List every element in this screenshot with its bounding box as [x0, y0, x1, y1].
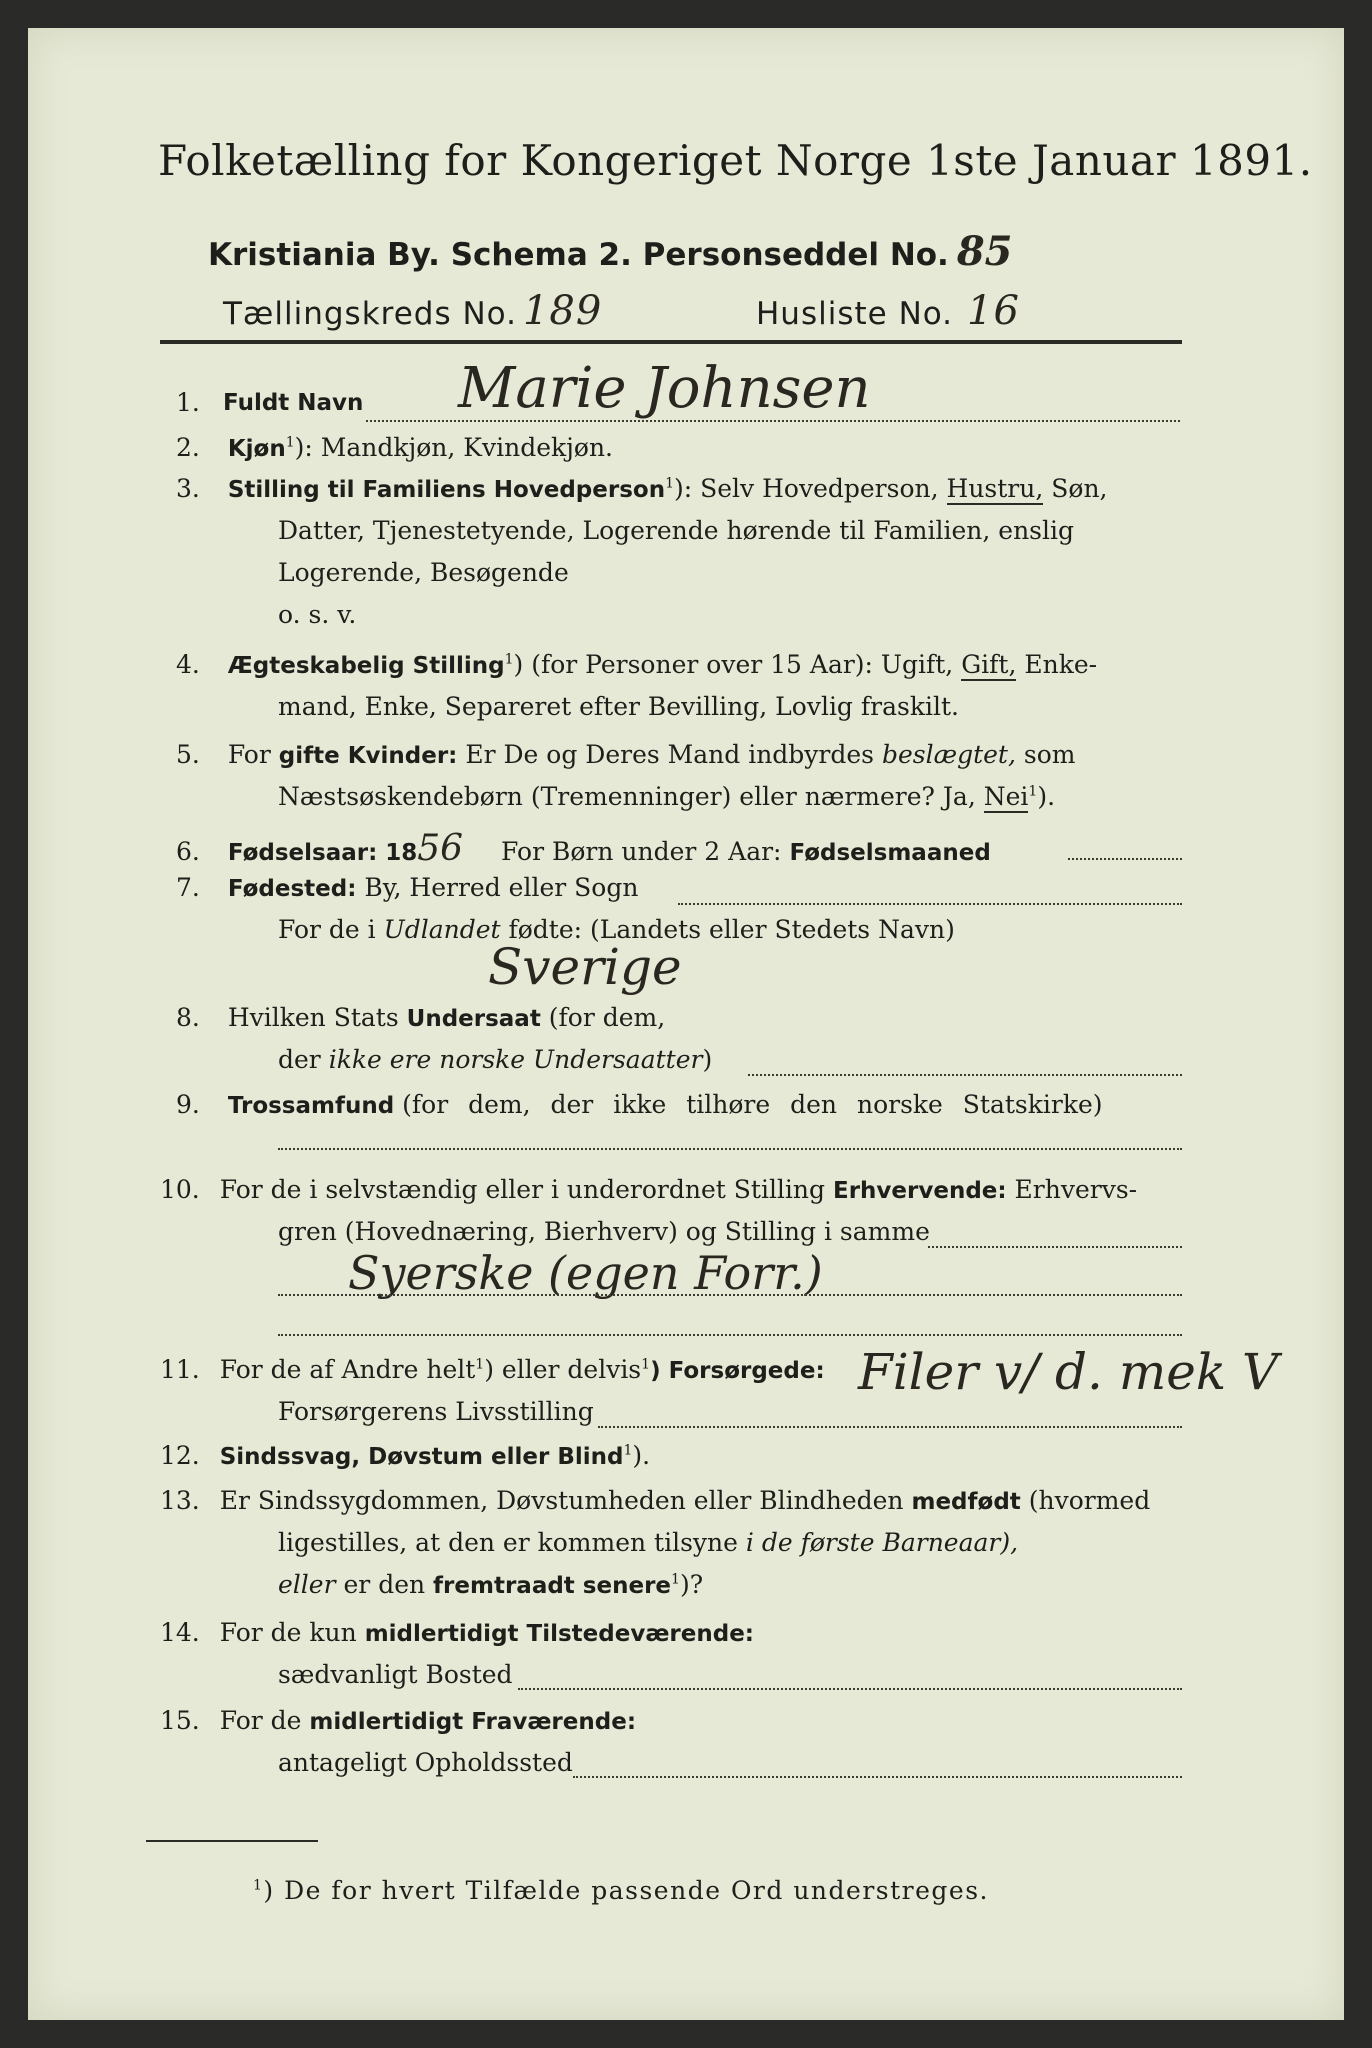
field-5-italic: beslægtet, — [881, 740, 1016, 769]
header-rule — [160, 340, 1182, 344]
field-8-line — [748, 1074, 1182, 1076]
field-14-pre: For de kun — [219, 1618, 357, 1647]
field-2-sup: 1 — [285, 434, 295, 451]
field-1-label: Fuldt Navn — [223, 390, 364, 416]
field-14-line — [518, 1688, 1182, 1690]
field-9 — [176, 1090, 1103, 1119]
field-10-label: Erhvervende: — [832, 1178, 1007, 1204]
husliste-line — [756, 288, 1020, 334]
field-15-line2: antageligt Opholdssted — [278, 1748, 573, 1777]
field-8-pre: Hvilken Stats — [227, 1003, 399, 1032]
field-4: 4. Ægteskabelig Stilling$^1$) (for Personer over 15 Aar): Ugift, Gift, Enke- — [176, 650, 1098, 679]
field-6-label: Fødselsaar: — [227, 840, 378, 866]
field-3-text-b: Søn, — [1051, 474, 1108, 503]
field-13-label: medfødt — [911, 1489, 1021, 1515]
field-14-number: 14. — [160, 1618, 200, 1647]
footnote-sup: 1 — [253, 1877, 264, 1894]
field-11-mid: ) eller delvis — [484, 1355, 642, 1384]
field-4-label: Ægteskabelig Stilling — [227, 653, 505, 679]
field-5-label: gifte Kvinder: — [278, 743, 458, 769]
field-6-text: For Børn under 2 Aar: — [501, 837, 782, 866]
field-5-line2-text: Næstsøskendebørn (Tremenninger) eller nærmere? Ja, — [278, 782, 976, 811]
field-10-line2: gren (Hovednæring, Bierhverv) og Stilling i samme — [278, 1217, 930, 1246]
field-15-pre: For de — [219, 1706, 302, 1735]
field-5-text-b: som — [1023, 740, 1076, 769]
footnote-text: ) De for hvert Tilfælde passende Ord understreges. — [263, 1876, 989, 1905]
field-6 — [176, 828, 991, 869]
form-subtitle — [208, 228, 1013, 275]
field-5-nei-underlined: Nei — [983, 782, 1029, 811]
field-11-number: 11. — [160, 1355, 200, 1384]
field-10-number: 10. — [160, 1175, 200, 1204]
field-15-number: 15. — [160, 1706, 200, 1735]
field-8-line2-italic: ikke ere norske Undersaatter — [328, 1045, 703, 1074]
field-3-line2: Datter, Tjenestetyende, Logerende hørende til Familien, enslig — [278, 516, 1075, 545]
field-3-hustru-underlined: Hustru, — [946, 474, 1044, 503]
field-13-pre: Er Sindssygdommen, Døvstumheden eller Blindheden — [219, 1486, 904, 1515]
field-7-label: Fødested: — [227, 876, 357, 902]
kreds-label: Tællingskreds No. — [223, 296, 517, 332]
field-4-gift-underlined: Gift, — [961, 650, 1017, 679]
field-13-line3-a: er den — [343, 1570, 426, 1599]
field-13-line3-bold: fremtraadt senere — [433, 1573, 672, 1599]
field-13-line2-italic: i de første Barneaar), — [745, 1528, 1019, 1557]
field-2-label: Kjøn — [227, 436, 286, 462]
field-2 — [176, 433, 613, 462]
field-8-label: Undersaat — [406, 1006, 541, 1032]
field-5-pre: For — [227, 740, 271, 769]
footnote-rule — [146, 1840, 318, 1842]
field-13-number: 13. — [160, 1486, 200, 1515]
field-13-line3-italic: eller — [278, 1570, 336, 1599]
field-15-line — [573, 1776, 1182, 1778]
field-3-text: ): Selv Hovedperson, — [674, 474, 939, 503]
field-9-text: (for dem, der ikke tilhøre den norske Statskirke) — [402, 1090, 1103, 1119]
field-5-number: 5. — [176, 740, 200, 769]
field-15 — [160, 1706, 636, 1735]
field-10 — [160, 1175, 1137, 1204]
field-4-text-b: Enke- — [1024, 650, 1098, 679]
field-13 — [160, 1486, 1150, 1515]
field-13-line2 — [278, 1528, 1018, 1557]
field-6-year: 56 — [417, 828, 464, 869]
field-7-number: 7. — [176, 873, 200, 902]
field-8-line2-b: ) — [702, 1045, 713, 1074]
field-7-text: By, Herred eller Sogn — [364, 873, 639, 902]
field-11-line2: Forsørgerens Livsstilling — [278, 1397, 594, 1426]
field-4-text: ) (for Personer over 15 Aar): Ugift, — [513, 650, 954, 679]
field-8-text: (for dem, — [548, 1003, 666, 1032]
field-7-line2-a: For de i — [278, 915, 376, 944]
field-13-line2-a: ligestilles, at den er kommen tilsyne — [278, 1528, 738, 1557]
census-form — [28, 28, 1344, 2020]
field-8-number: 8. — [176, 1003, 200, 1032]
field-5-text: Er De og Deres Mand indbyrdes — [465, 740, 874, 769]
field-5-line2: Næstsøskendebørn (Tremenninger) eller nærmere? Ja, Nei$^1$). — [278, 782, 1056, 811]
field-12: 12. Sindssvag, Døvstum eller Blind$^1$). — [160, 1441, 651, 1470]
field-7-line2-b: fødte: (Landets eller Stedets Navn) — [508, 915, 955, 944]
field-10-value: Syerske (egen Forr.) — [348, 1246, 823, 1300]
field-11-label: ) Forsørgede: — [650, 1358, 825, 1384]
husliste-label: Husliste No. — [756, 296, 954, 332]
field-11: 11. For de af Andre helt$^1$) eller delvis$^1$) Forsørgede: — [160, 1355, 825, 1384]
field-5 — [176, 740, 1075, 769]
field-6-prefix: 18 — [385, 840, 418, 866]
kreds-number: 189 — [522, 288, 603, 334]
field-7 — [176, 873, 638, 902]
field-9-line — [278, 1148, 1182, 1150]
field-10-line-c — [278, 1334, 1182, 1336]
field-8-line2-a: der — [278, 1045, 321, 1074]
field-3-line4: o. s. v. — [278, 600, 357, 629]
field-10-line-b — [278, 1294, 1182, 1296]
field-2-text: ): Mandkjøn, Kvindekjøn. — [294, 433, 613, 462]
field-1-number: 1. — [176, 388, 200, 417]
field-11-pre: For de af Andre helt — [219, 1355, 476, 1384]
field-13-line3-end: )? — [679, 1570, 704, 1599]
field-1-value: Marie Johnsen — [458, 356, 871, 421]
field-7-line — [678, 903, 1182, 905]
field-11-line — [598, 1426, 1182, 1428]
field-12-label: Sindssvag, Døvstum eller Blind — [219, 1444, 624, 1470]
field-5-line2-end: ). — [1037, 782, 1056, 811]
field-11-value: Filer v/ d. mek V — [858, 1343, 1279, 1401]
field-13-text: (hvormed — [1028, 1486, 1151, 1515]
husliste-number: 16 — [967, 288, 1020, 334]
field-6-line — [1068, 858, 1182, 860]
field-6-number: 6. — [176, 837, 200, 866]
field-4-number: 4. — [176, 650, 200, 679]
footnote — [253, 1876, 989, 1905]
kreds-line — [223, 288, 626, 334]
field-9-label: Trossamfund — [227, 1093, 395, 1119]
field-14-line2: sædvanligt Bosted — [278, 1660, 513, 1689]
field-7-value: Sverige — [488, 938, 682, 996]
field-14-label: midlertidigt Tilstedeværende: — [364, 1621, 755, 1647]
field-10-pre: For de i selvstændig eller i underordnet Stilling — [219, 1175, 826, 1204]
field-14 — [160, 1618, 754, 1647]
field-7-line2-italic: Udlandet — [383, 915, 501, 944]
subtitle-prefix: Kristiania By. Schema 2. Personseddel No. — [208, 237, 949, 273]
personseddel-number: 85 — [956, 228, 1013, 275]
field-6-label2: Fødselsmaaned — [789, 840, 991, 866]
field-12-end: ). — [632, 1441, 651, 1470]
field-15-label: midlertidigt Fraværende: — [309, 1709, 637, 1735]
field-3-line3: Logerende, Besøgende — [278, 558, 569, 587]
field-12-number: 12. — [160, 1441, 200, 1470]
field-3: 3. Stilling til Familiens Hovedperson$^1$): Selv Hovedperson, Hustru, Søn, — [176, 474, 1108, 503]
field-8-line2 — [278, 1045, 712, 1074]
field-10-line-a — [928, 1246, 1182, 1248]
field-9-number: 9. — [176, 1090, 200, 1119]
field-2-number: 2. — [176, 433, 200, 462]
field-13-line3: eller er den fremtraadt senere$^1$)? — [278, 1570, 704, 1599]
field-4-line2: mand, Enke, Separeret efter Bevilling, Lovlig fraskilt. — [278, 692, 959, 721]
field-3-number: 3. — [176, 474, 200, 503]
field-8 — [176, 1003, 665, 1032]
field-3-label: Stilling til Familiens Hovedperson — [227, 477, 666, 503]
field-10-text: Erhvervs- — [1014, 1175, 1138, 1204]
form-title: Folketælling for Kongeriget Norge 1ste Januar 1891. — [158, 136, 1313, 185]
